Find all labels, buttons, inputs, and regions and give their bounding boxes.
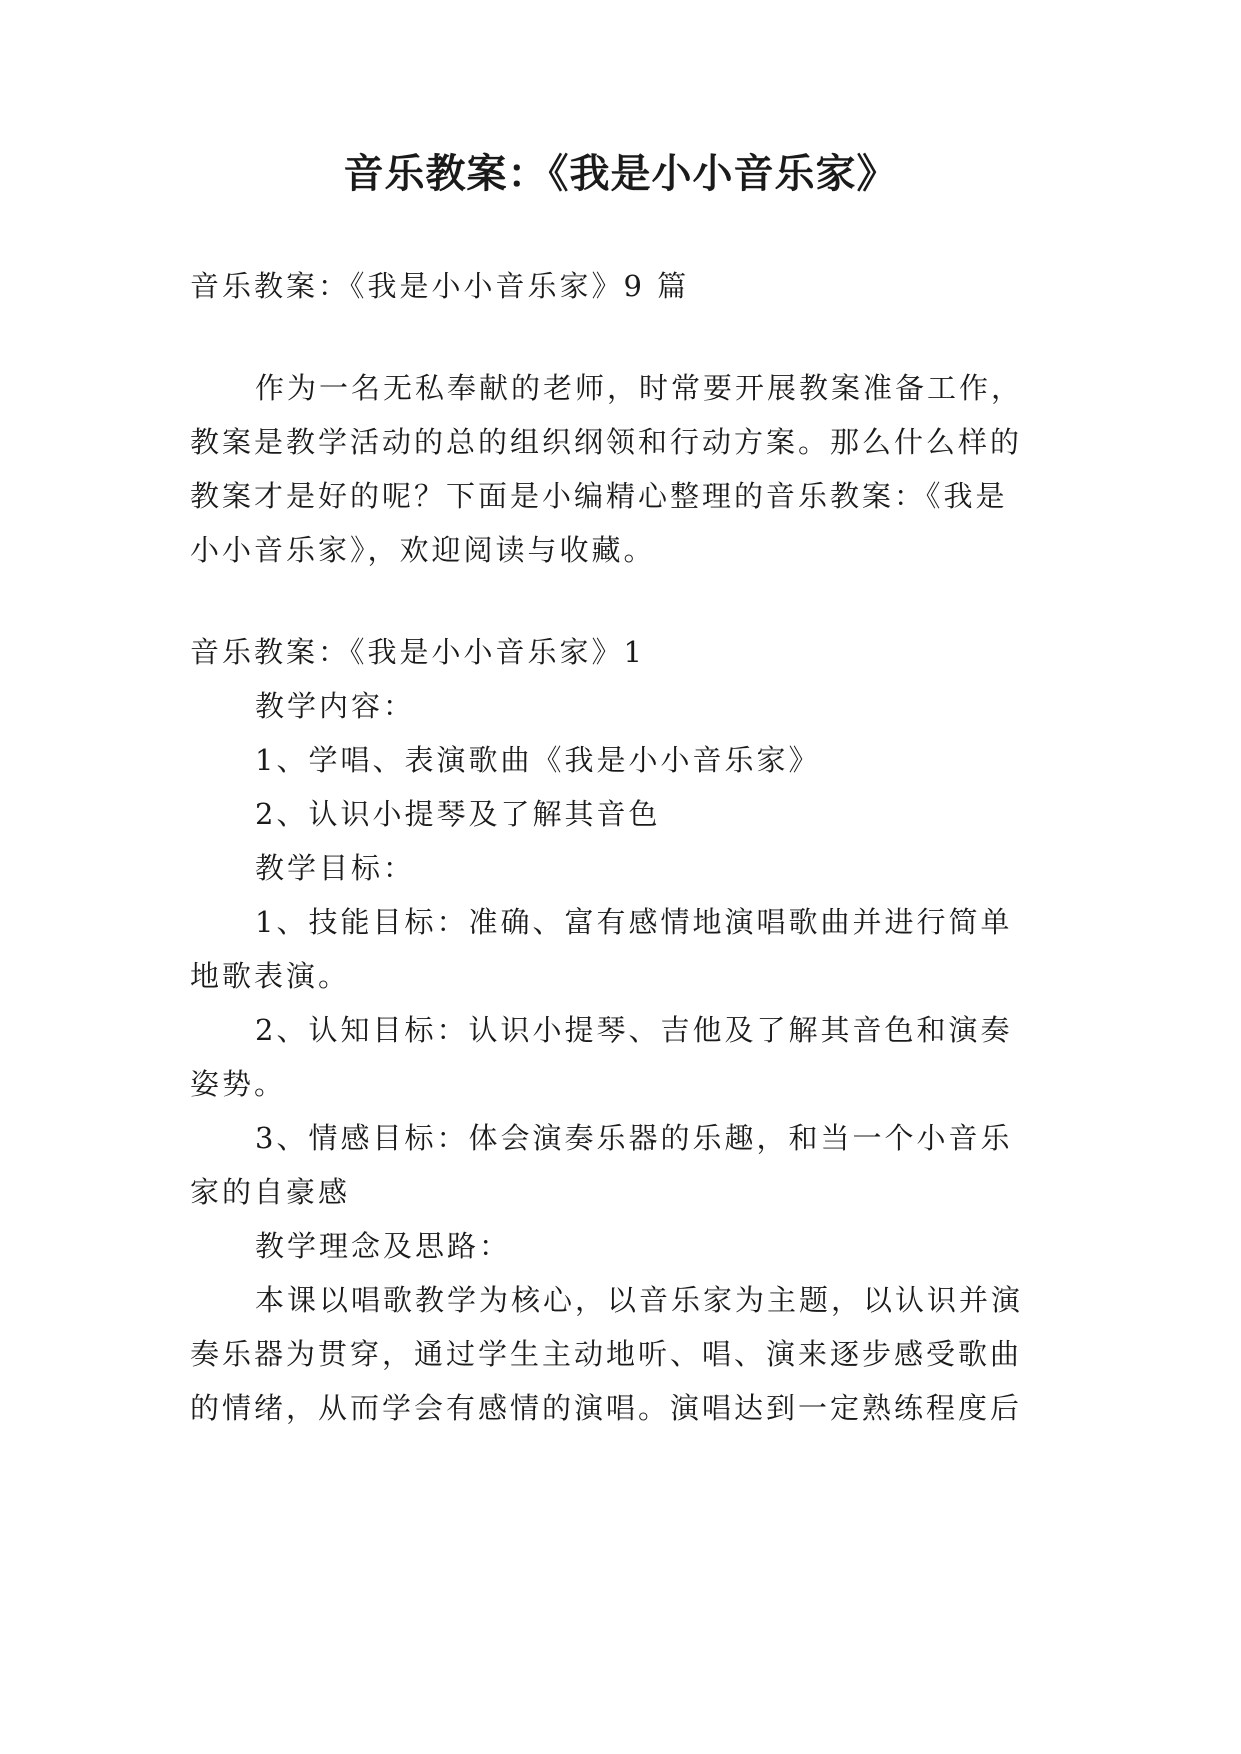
content-line: 1、技能目标：准确、富有感情地演唱歌曲并进行简单 (255, 905, 1013, 939)
content-line: 1、学唱、表演歌曲《我是小小音乐家》 (255, 743, 821, 777)
page-title: 音乐教案：《我是小小音乐家》 (343, 150, 898, 197)
content-line: 本课以唱歌教学为核心，以音乐家为主题，以认识并演 (255, 1283, 1024, 1317)
section-label: 教学目标： (255, 851, 416, 885)
content-line: 2、认识小提琴及了解其音色 (255, 797, 661, 831)
content-line: 姿势。 (190, 1067, 287, 1101)
document-subtitle: 音乐教案：《我是小小音乐家》9 篇 (190, 269, 690, 303)
content-line: 2、认知目标：认识小提琴、吉他及了解其音色和演奏 (255, 1013, 1013, 1047)
section-heading: 音乐教案：《我是小小音乐家》1 (190, 635, 645, 669)
content-line: 的情绪，从而学会有感情的演唱。演唱达到一定熟练程度后 (190, 1391, 1023, 1425)
section-label: 教学内容： (255, 689, 416, 723)
intro-line: 教案是教学活动的总的组织纲领和行动方案。那么什么样的 (190, 425, 1023, 459)
content-line: 奏乐器为贯穿，通过学生主动地听、唱、演来逐步感受歌曲 (190, 1337, 1023, 1371)
content-line: 3、情感目标：体会演奏乐器的乐趣，和当一个小音乐 (255, 1121, 1013, 1155)
intro-line: 作为一名无私奉献的老师，时常要开展教案准备工作， (255, 371, 1024, 405)
intro-line: 小小音乐家》，欢迎阅读与收藏。 (190, 533, 656, 567)
content-line: 家的自豪感 (190, 1175, 351, 1209)
content-line: 地歌表演。 (190, 959, 351, 993)
section-label: 教学理念及思路： (255, 1229, 512, 1263)
intro-line: 教案才是好的呢？下面是小编精心整理的音乐教案：《我是 (190, 479, 1008, 513)
